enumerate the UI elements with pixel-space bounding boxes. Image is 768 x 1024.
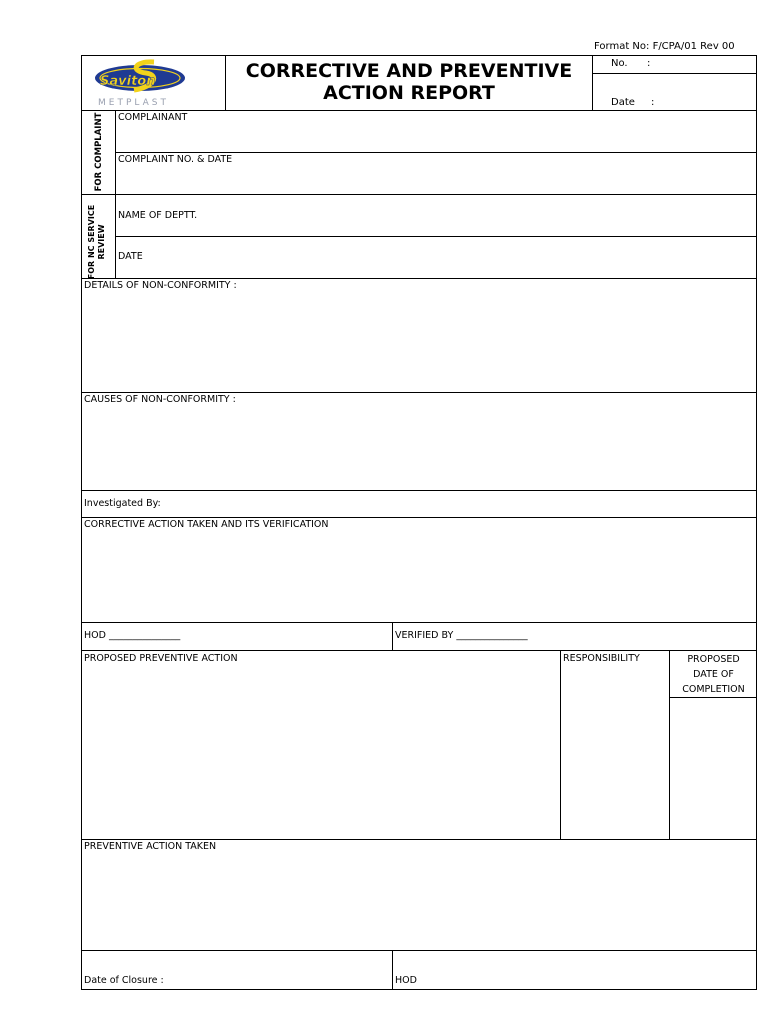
preventive-taken-label: PREVENTIVE ACTION TAKEN: [84, 841, 217, 852]
completion-line-1: PROPOSED: [687, 654, 740, 665]
completion-line-2: DATE OF: [693, 669, 734, 680]
date-of-closure-label: Date of Closure :: [84, 975, 164, 986]
closure-hod-label: HOD: [395, 975, 417, 986]
format-number: Format No: F/CPA/01 Rev 00: [594, 41, 735, 52]
details-nonconformity-label: DETAILS OF NON-CONFORMITY :: [84, 280, 237, 291]
nc-date-label: DATE: [118, 251, 143, 262]
svg-text:METPLAST: METPLAST: [98, 98, 169, 108]
hod-signature-field: HOD _______________: [84, 630, 181, 641]
logo-graphic: [94, 59, 190, 109]
corrective-action-label: CORRECTIVE ACTION TAKEN AND ITS VERIFICATION: [84, 519, 329, 530]
title-line-1: CORRECTIVE AND PREVENTIVE: [245, 60, 573, 82]
report-no-colon: :: [647, 58, 651, 69]
report-no-label: No.: [611, 58, 628, 69]
completion-line-3: COMPLETION: [682, 684, 745, 695]
report-date-label: Date: [611, 97, 635, 108]
form-title: [226, 60, 592, 104]
dept-name-label: NAME OF DEPTT.: [118, 210, 198, 221]
title-line-2: ACTION REPORT: [323, 82, 495, 104]
responsibility-label: RESPONSIBILITY: [563, 653, 640, 664]
completion-date-header: [670, 652, 757, 697]
report-date-colon: :: [651, 97, 655, 108]
svg-text:Saviton: Saviton: [100, 74, 156, 89]
nc-side-line-2: REVIEW: [97, 224, 106, 260]
complaint-no-label: COMPLAINT NO. & DATE: [118, 154, 233, 165]
nc-side-line-1: FOR NC SERVICE: [87, 204, 96, 280]
company-logo: [94, 59, 190, 109]
verified-by-field: VERIFIED BY _______________: [395, 630, 528, 641]
investigated-by-label: Investigated By:: [84, 498, 161, 509]
causes-nonconformity-label: CAUSES OF NON-CONFORMITY :: [84, 394, 236, 405]
for-nc-service-review-label: [87, 192, 109, 292]
for-complaint-label: FOR COMPLAINT: [94, 112, 104, 192]
complainant-label: COMPLAINANT: [118, 112, 188, 123]
proposed-preventive-label: PROPOSED PREVENTIVE ACTION: [84, 653, 238, 664]
